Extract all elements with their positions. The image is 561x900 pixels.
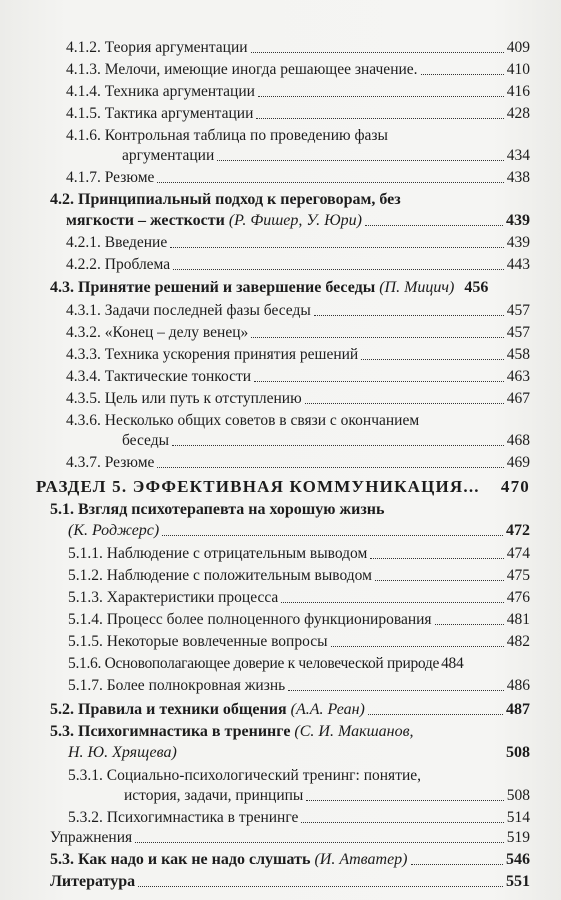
toc-entry: 5.1.2. Наблюдение с положительным выводом 475 bbox=[68, 566, 530, 584]
toc-heading-line: 5.3. Психогимнастика в тренинге (С. И. Макшанов, bbox=[50, 722, 414, 740]
leader-dots bbox=[157, 182, 503, 183]
leader-dots bbox=[306, 800, 503, 801]
leader-dots bbox=[370, 558, 503, 559]
toc-heading: Н. Ю. Хрящева) 508 bbox=[68, 743, 530, 761]
leader-dots bbox=[157, 467, 503, 468]
leader-dots bbox=[365, 225, 503, 226]
toc-entry: 4.1.4. Техника аргументации 416 bbox=[66, 83, 530, 100]
toc-entry: 4.2.2. Проблема 443 bbox=[66, 256, 530, 274]
toc-heading-line: 5.1. Взгляд психотерапевта на хорошую жизнь bbox=[50, 501, 385, 518]
leader-dots bbox=[172, 445, 504, 446]
toc-entry: 5.3.2. Психогимнастика в тренинге 514 bbox=[68, 808, 530, 826]
toc-heading: 4.3. Принятие решений и завершение беседы (П. Мицич) 456 bbox=[50, 279, 489, 297]
leader-dots bbox=[435, 624, 504, 625]
toc-entry: 4.1.2. Теория аргументации 409 bbox=[66, 39, 530, 56]
toc-entry: 4.3.3. Техника ускорения принятия решений 458 bbox=[66, 346, 530, 363]
leader-dots bbox=[217, 160, 504, 161]
toc-heading-line: 4.2. Принципиальный подход к переговорам, без bbox=[50, 191, 401, 209]
toc-entry: 4.3.2. «Конец – делу венец» 457 bbox=[66, 324, 530, 341]
toc-heading: 5.2. Правила и техники общения (А.А. Реан) 487 bbox=[50, 700, 530, 718]
toc-entry: 4.3.5. Цель или путь к отступлению 467 bbox=[66, 390, 530, 407]
toc-entry: 5.1.1. Наблюдение с отрицательным выводом 474 bbox=[68, 544, 530, 562]
leader-dots bbox=[162, 535, 503, 536]
leader-dots bbox=[305, 403, 504, 404]
leader-dots bbox=[368, 714, 503, 715]
leader-dots bbox=[411, 864, 504, 865]
leader-dots bbox=[251, 52, 504, 53]
toc-entry-line: 5.3.1. Социально-психологический тренинг: понятие, bbox=[68, 766, 422, 784]
leader-dots bbox=[314, 315, 504, 316]
leader-dots bbox=[256, 118, 503, 119]
toc-entry: 4.1.5. Тактика аргументации 428 bbox=[66, 105, 530, 122]
toc-entry: 4.1.7. Резюме 438 bbox=[66, 169, 530, 187]
toc-entry: 4.1.3. Мелочи, имеющие иногда решающее значение. 410 bbox=[66, 61, 530, 78]
toc-heading: (К. Роджерс) 472 bbox=[68, 522, 530, 539]
leader-dots bbox=[288, 690, 504, 691]
toc-entry: беседы 468 bbox=[122, 432, 530, 450]
toc-entry-line: 4.1.6. Контрольная таблица по проведению фазы bbox=[66, 127, 388, 144]
toc-heading: 5.3. Как надо и как не надо слушать (И. Атватер) 546 bbox=[50, 851, 530, 868]
leader-dots bbox=[361, 359, 504, 360]
leader-dots bbox=[251, 337, 504, 338]
toc-entry: 5.1.5. Некоторые вовлеченные вопросы 482 bbox=[68, 632, 530, 650]
leader-dots bbox=[135, 842, 504, 843]
toc-entry: история, задачи, принципы 508 bbox=[124, 786, 530, 804]
leader-dots bbox=[170, 247, 504, 248]
toc-entry: аргументации 434 bbox=[122, 147, 530, 165]
toc-entry-line: 4.3.6. Несколько общих советов в связи с окончанием bbox=[66, 412, 420, 429]
leader-dots bbox=[421, 74, 504, 75]
leader-dots bbox=[173, 269, 504, 270]
leader-dots bbox=[281, 602, 503, 603]
toc-entry: 4.3.4. Тактические тонкости 463 bbox=[66, 368, 530, 385]
toc-entry: 5.1.7. Более полнокровная жизнь 486 bbox=[68, 676, 530, 694]
toc-heading: мягкости – жесткости (Р. Фишер, У. Юри) 439 bbox=[66, 212, 530, 230]
section-heading: РАЗДЕЛ 5. ЭФФЕКТИВНАЯ КОММУНИКАЦИЯ... 470 bbox=[36, 477, 530, 496]
toc-entry: 4.3.1. Задачи последней фазы беседы 457 bbox=[66, 302, 530, 319]
toc-entry: 4.3.7. Резюме 469 bbox=[66, 454, 530, 472]
leader-dots bbox=[258, 96, 504, 97]
leader-dots bbox=[254, 381, 504, 382]
toc-entry: Упражнения 519 bbox=[50, 829, 530, 846]
leader-dots bbox=[331, 646, 504, 647]
toc-heading: Литература 551 bbox=[50, 873, 530, 890]
toc-entry: 4.2.1. Введение 439 bbox=[66, 234, 530, 252]
toc-entry: 5.1.4. Процесс более полноценного функционирования 481 bbox=[68, 610, 530, 628]
toc-entry: 5.1.6. Основополагающее доверие к человеческой природе 484 bbox=[68, 654, 464, 672]
leader-dots bbox=[301, 822, 503, 823]
toc-entry: 5.1.3. Характеристики процесса 476 bbox=[68, 588, 530, 606]
leader-dots bbox=[375, 580, 504, 581]
leader-dots bbox=[138, 886, 503, 887]
